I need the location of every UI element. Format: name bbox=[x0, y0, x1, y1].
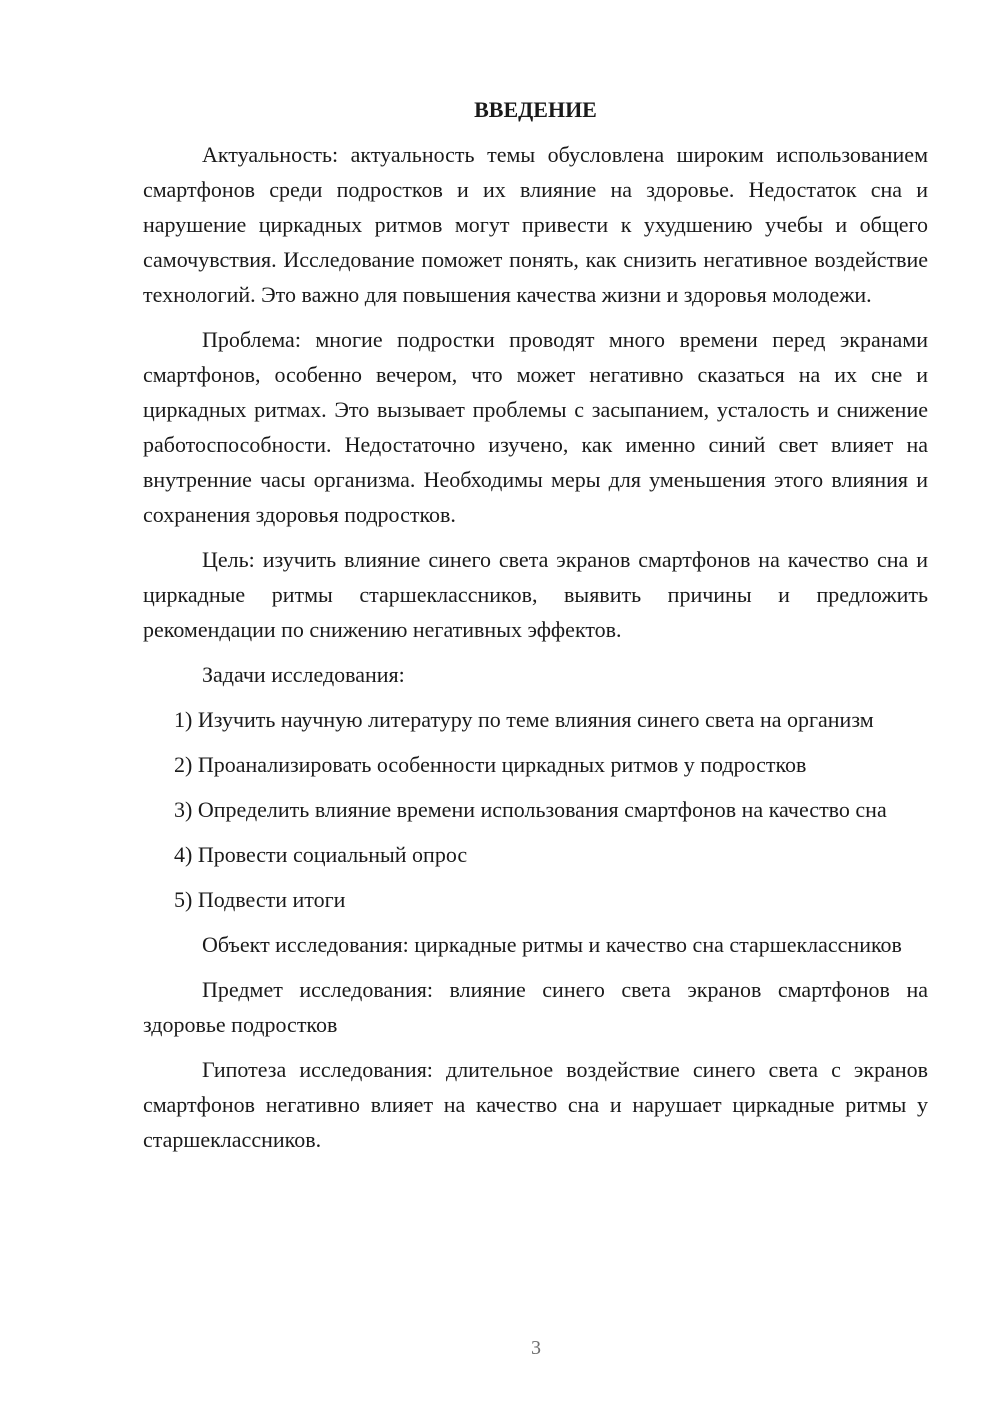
task-item-1: 1) Изучить научную литературу по теме влияния синего света на организм bbox=[174, 707, 874, 732]
page-number: 3 bbox=[531, 1337, 541, 1359]
goal-paragraph: Цель: изучить влияние синего света экранов смартфонов на качество сна и циркадные ритмы старшеклассников, выявить причины и предложить рекомендации по снижению негативных эффектов. bbox=[143, 547, 928, 642]
object-paragraph: Объект исследования: циркадные ритмы и качество сна старшеклассников bbox=[202, 932, 902, 957]
page-title: ВВЕДЕНИЕ bbox=[474, 97, 597, 122]
task-item-4: 4) Провести социальный опрос bbox=[174, 842, 468, 867]
page-content bbox=[143, 92, 928, 1167]
task-item-2: 2) Проанализировать особенности циркадных ритмов у подростков bbox=[174, 752, 807, 777]
hypothesis-paragraph: Гипотеза исследования: длительное воздействие синего света с экранов смартфонов негативно влияет на качество сна и нарушает циркадные ритмы у старшеклассников. bbox=[143, 1057, 928, 1152]
tasks-heading: Задачи исследования: bbox=[202, 662, 405, 687]
relevance-paragraph: Актуальность: актуальность темы обусловлена широким использованием смартфонов среди подростков и их влияние на здоровье. Недостаток сна и нарушение циркадных ритмов могут привести к ухудшению учебы и общего самочувствия. Исследование поможет понять, как снизить негативное воздействие технологий. Это важно для повышения качества жизни и здоровья молодежи. bbox=[143, 142, 928, 307]
subject-paragraph: Предмет исследования: влияние синего света экранов смартфонов на здоровье подростков bbox=[143, 977, 928, 1037]
task-item-5: 5) Подвести итоги bbox=[174, 887, 346, 912]
problem-paragraph: Проблема: многие подростки проводят много времени перед экранами смартфонов, особенно вечером, что может негативно сказаться на их сне и циркадных ритмах. Это вызывает проблемы с засыпанием, усталость и снижение работоспособности. Недостаточно изучено, как именно синий свет влияет на внутренние часы организма. Необходимы меры для уменьшения этого влияния и сохранения здоровья подростков. bbox=[143, 327, 928, 527]
task-item-3: 3) Определить влияние времени использования смартфонов на качество сна bbox=[174, 797, 887, 822]
